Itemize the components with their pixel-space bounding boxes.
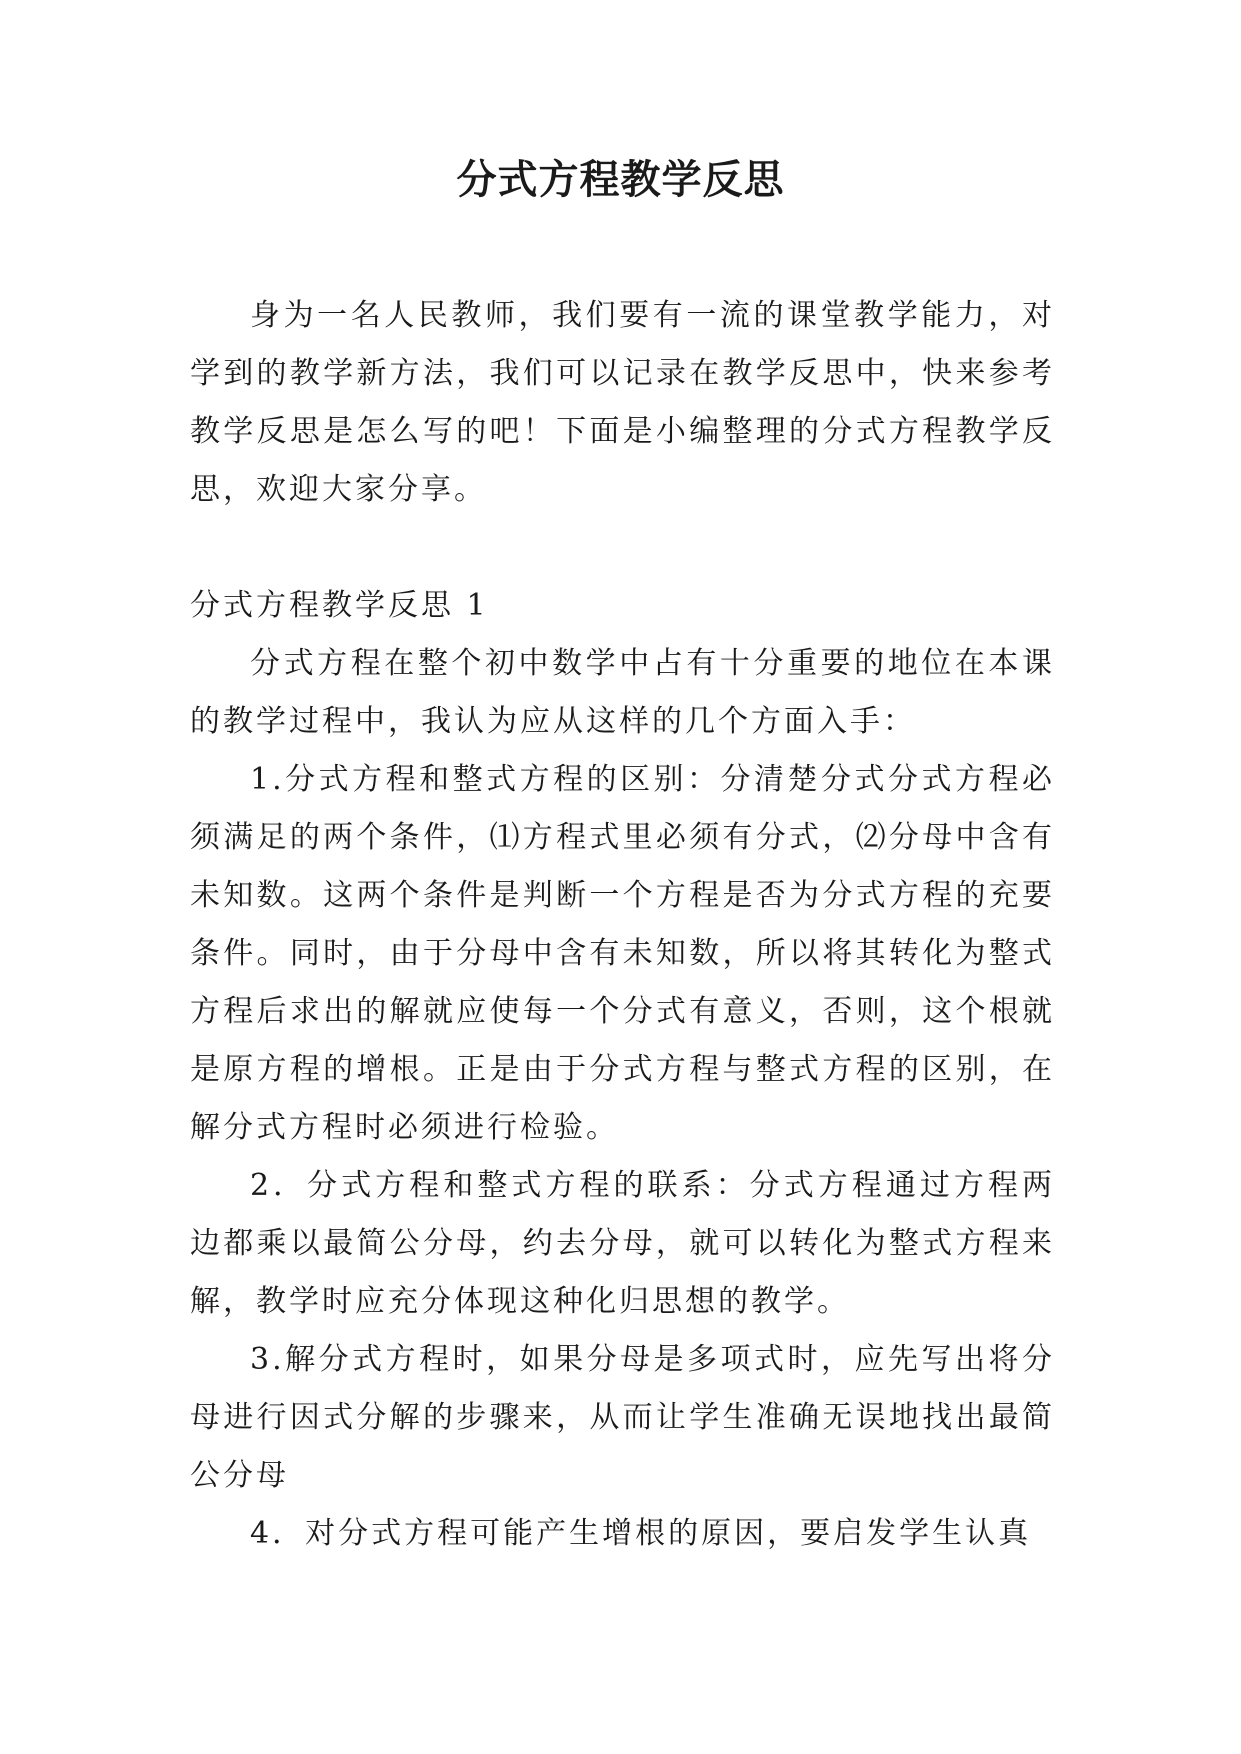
- document-body: [190, 287, 1055, 1563]
- body-paragraph: 4．对分式方程可能产生增根的原因，要启发学生认真: [250, 1516, 1032, 1551]
- section-heading: 分式方程教学反思 1: [190, 588, 489, 623]
- body-paragraph: 分式方程在整个初中数学中占有十分重要的地位在本课的教学过程中，我认为应从这样的几个方面入手：: [190, 646, 1055, 739]
- body-paragraph: 1.分式方程和整式方程的区别：分清楚分式分式方程必须满足的两个条件，⑴方程式里必须有分式，⑵分母中含有未知数。这两个条件是判断一个方程是否为分式方程的充要条件。同时，由于分母中含有未知数，所以将其转化为整式方程后求出的解就应使每一个分式有意义，否则，这个根就是原方程的增根。正是由于分式方程与整式方程的区别，在解分式方程时必须进行检验。: [190, 762, 1055, 1145]
- body-paragraph: 3.解分式方程时，如果分母是多项式时，应先写出将分母进行因式分解的步骤来，从而让学生准确无误地找出最简公分母: [190, 1342, 1055, 1493]
- intro-paragraph: 身为一名人民教师，我们要有一流的课堂教学能力，对学到的教学新方法，我们可以记录在教学反思中，快来参考教学反思是怎么写的吧！下面是小编整理的分式方程教学反思，欢迎大家分享。: [190, 298, 1055, 507]
- body-paragraph: 2．分式方程和整式方程的联系：分式方程通过方程两边都乘以最简公分母，约去分母，就可以转化为整式方程来解，教学时应充分体现这种化归思想的教学。: [190, 1168, 1055, 1319]
- page-title: 分式方程教学反思: [456, 156, 785, 203]
